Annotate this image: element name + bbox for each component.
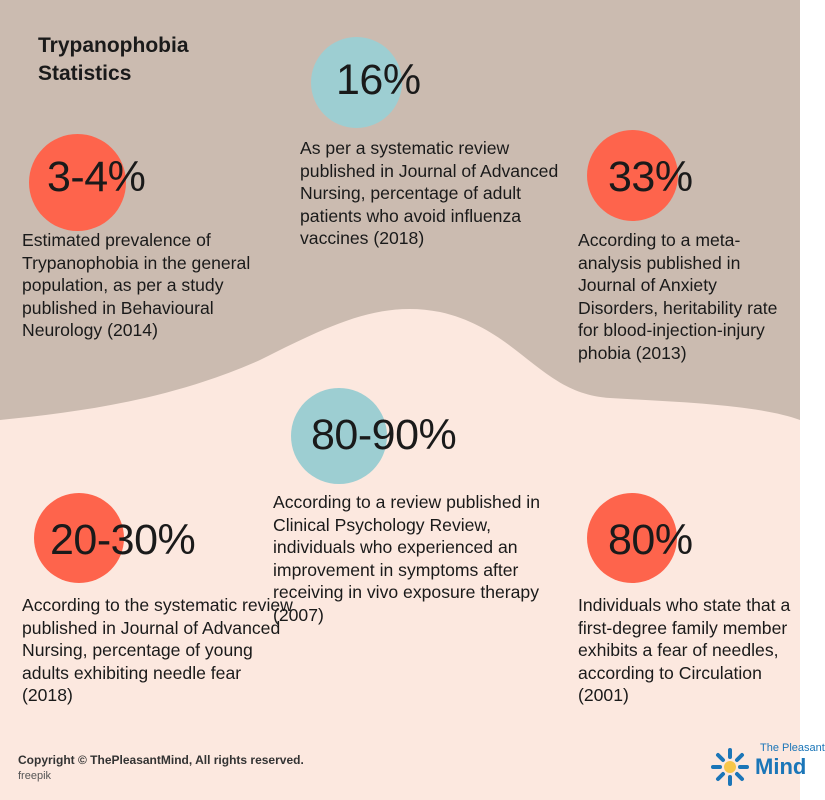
stat-value-4: 80-90% <box>311 411 457 459</box>
stat-value-3: 33% <box>608 153 693 201</box>
copyright-notice: Copyright © ThePleasantMind, All rights reserved. <box>18 753 304 767</box>
stat-description-1: Estimated prevalence of Trypanophobia in the general population, as per a study published in Behavioural Neurology (2014) <box>22 230 251 341</box>
stat-description-4: According to a review published in Clinical Psychology Review, individuals who experienced an improvement in symptoms after receiving in vivo exposure therapy (2007) <box>273 492 540 625</box>
title-line-2: Statistics <box>38 62 132 85</box>
stat-description-6: Individuals who state that a first-degree family member exhibits a fear of needles, according to Circulation (2001) <box>578 595 791 706</box>
infographic-title <box>38 32 189 88</box>
stat-description-2: As per a systematic review published in Journal of Advanced Nursing, percentage of adult patients who avoid influenza vaccines (2018) <box>300 138 559 249</box>
stat-value-1: 3-4% <box>47 153 146 201</box>
brand-logo[interactable] <box>710 742 825 792</box>
stat-value-2: 16% <box>336 56 421 104</box>
title-line-1: Trypanophobia <box>38 34 189 57</box>
stat-value-6: 80% <box>608 516 693 564</box>
image-credit: freepik <box>18 770 52 782</box>
stat-value-5: 20-30% <box>50 516 196 564</box>
logo-text-small: The Pleasant <box>760 742 825 754</box>
stat-description-3: According to a meta-analysis published in Journal of Anxiety Disorders, heritability rate for blood-injection-injury phobia (2013) <box>578 230 778 363</box>
stat-description-5: According to the systematic review published in Journal of Advanced Nursing, percentage of young adults exhibiting needle fear (2018) <box>22 595 293 706</box>
sun-person-icon <box>710 748 750 786</box>
logo-text-big: Mind <box>755 754 807 779</box>
